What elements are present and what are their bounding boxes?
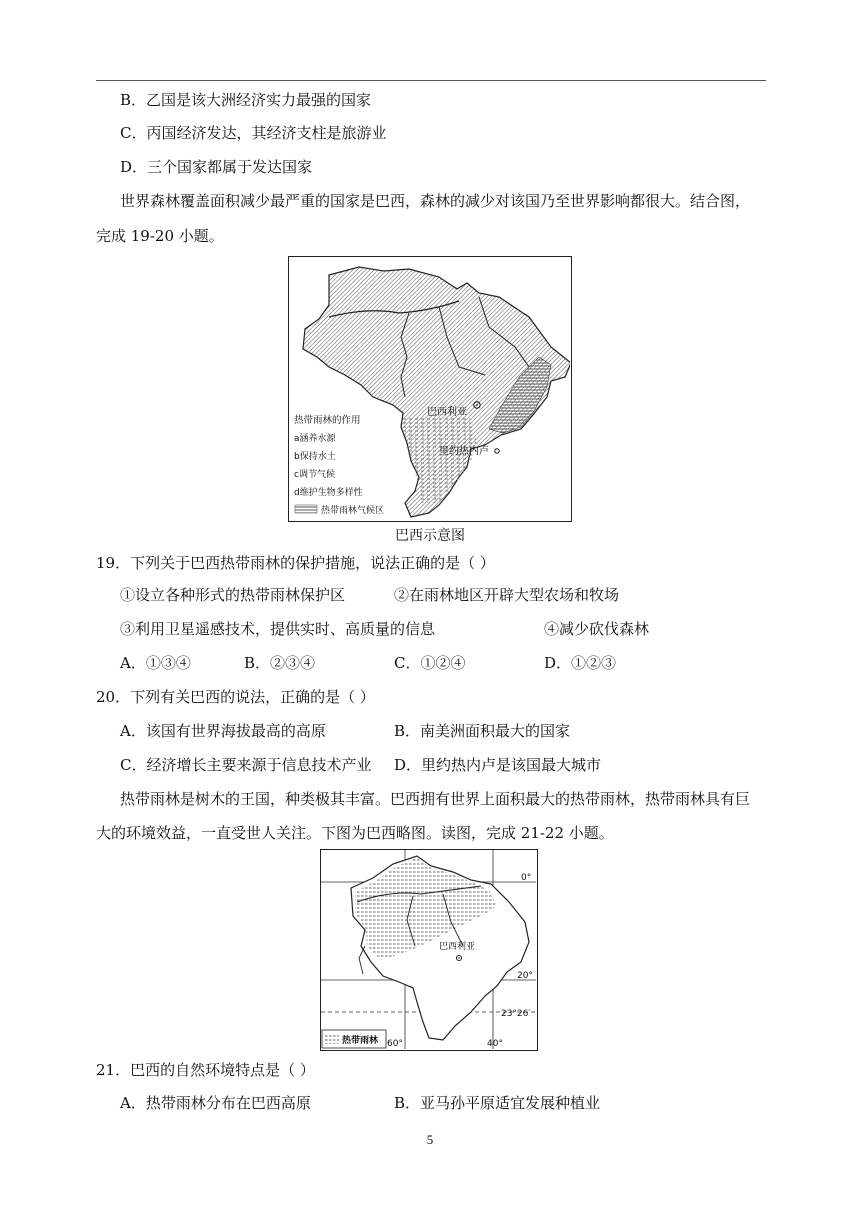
- q20-option-c: C．经济增长主要来源于信息技术产业: [120, 756, 372, 774]
- q20-option-d: D．里约热内卢是该国最大城市: [394, 756, 602, 774]
- brazil-map-svg: [289, 257, 570, 520]
- page-number: 5: [426, 1132, 434, 1147]
- brazil-sketch-svg: [321, 850, 536, 1049]
- legend-item-a: a涵养水源: [294, 434, 336, 444]
- legend-key-label: 热带雨林气候区: [321, 506, 385, 516]
- q19-option-c: C．①②④: [394, 654, 466, 672]
- intro1-line2: 完成 19-20 小题。: [96, 227, 224, 245]
- legend-item-d: d维护生物多样性: [294, 488, 363, 498]
- q19-option-d: D．①②③: [544, 654, 617, 672]
- q19-statement-2: ②在雨林地区开辟大型农场和牧场: [394, 586, 620, 604]
- q20-option-a: A．该国有世界海拔最高的高原: [120, 722, 326, 740]
- intro2-line1: 热带雨林是树木的王国，种类极其丰富。巴西拥有世界上面积最大的热带雨林，热带雨林具有巨: [120, 790, 751, 808]
- lat-20-label: 20°: [517, 971, 533, 981]
- prev-option-d: D．三个国家都属于发达国家: [120, 158, 313, 176]
- q20-stem: 20．下列有关巴西的说法，正确的是（ ）: [96, 688, 375, 706]
- prev-option-b: B．乙国是该大洲经济实力最强的国家: [120, 91, 372, 109]
- lat-0-label: 0°: [521, 873, 532, 883]
- brazil-sketch-figure: [320, 849, 538, 1051]
- brazil-map-figure: [288, 256, 572, 522]
- lat-tropic-label: 23°26′: [501, 1009, 531, 1019]
- legend-item-b: b保持水土: [294, 452, 336, 462]
- southern-band: [401, 417, 479, 503]
- q19-statement-4: ④减少砍伐森林: [544, 620, 650, 638]
- q21-option-b: B．亚马孙平原适宜发展种植业: [394, 1094, 601, 1112]
- q21-option-a: A．热带雨林分布在巴西高原: [120, 1094, 311, 1112]
- sketch-legend-swatch: [325, 1034, 339, 1044]
- q19-stem: 19．下列关于巴西热带雨林的保护措施，说法正确的是（ ）: [96, 554, 495, 572]
- sketch-legend-label: 热带雨林: [342, 1036, 379, 1046]
- intro1-line1: 世界森林覆盖面积减少最严重的国家是巴西，森林的减少对该国乃至世界影响都很大。结合图，: [120, 192, 751, 210]
- header-rule: [96, 80, 766, 81]
- q19-statement-1: ①设立各种形式的热带雨林保护区: [120, 586, 346, 604]
- map1-caption: 巴西示意图: [395, 528, 465, 544]
- intro2-line2: 大的环境效益，一直受世人关注。下图为巴西略图。读图，完成 21-22 小题。: [96, 824, 614, 842]
- q19-option-a: A．①③④: [120, 654, 191, 672]
- rio-label: 里约热内卢: [439, 446, 489, 457]
- q21-stem: 21．巴西的自然环境特点是（ ）: [96, 1061, 315, 1079]
- legend-item-c: c调节气候: [294, 470, 335, 480]
- q20-option-b: B．南美洲面积最大的国家: [394, 722, 571, 740]
- lon-40-label: 40°: [487, 1039, 503, 1049]
- rio-marker: [495, 449, 499, 453]
- prev-option-c: C．丙国经济发达，其经济支柱是旅游业: [120, 124, 387, 142]
- q19-statement-3: ③利用卫星遥感技术，提供实时、高质量的信息: [120, 620, 436, 638]
- brasilia-marker-dot: [476, 404, 478, 406]
- legend-title: 热带雨林的作用: [294, 415, 361, 426]
- brasilia-label: 巴西利亚: [427, 407, 467, 418]
- legend-key-swatch: [295, 505, 317, 513]
- sketch-brasilia-label: 巴西利亚: [439, 942, 476, 952]
- sketch-brasilia-dot: [458, 957, 460, 959]
- q19-option-b: B．②③④: [244, 654, 316, 672]
- lon-60-label: 60°: [387, 1039, 403, 1049]
